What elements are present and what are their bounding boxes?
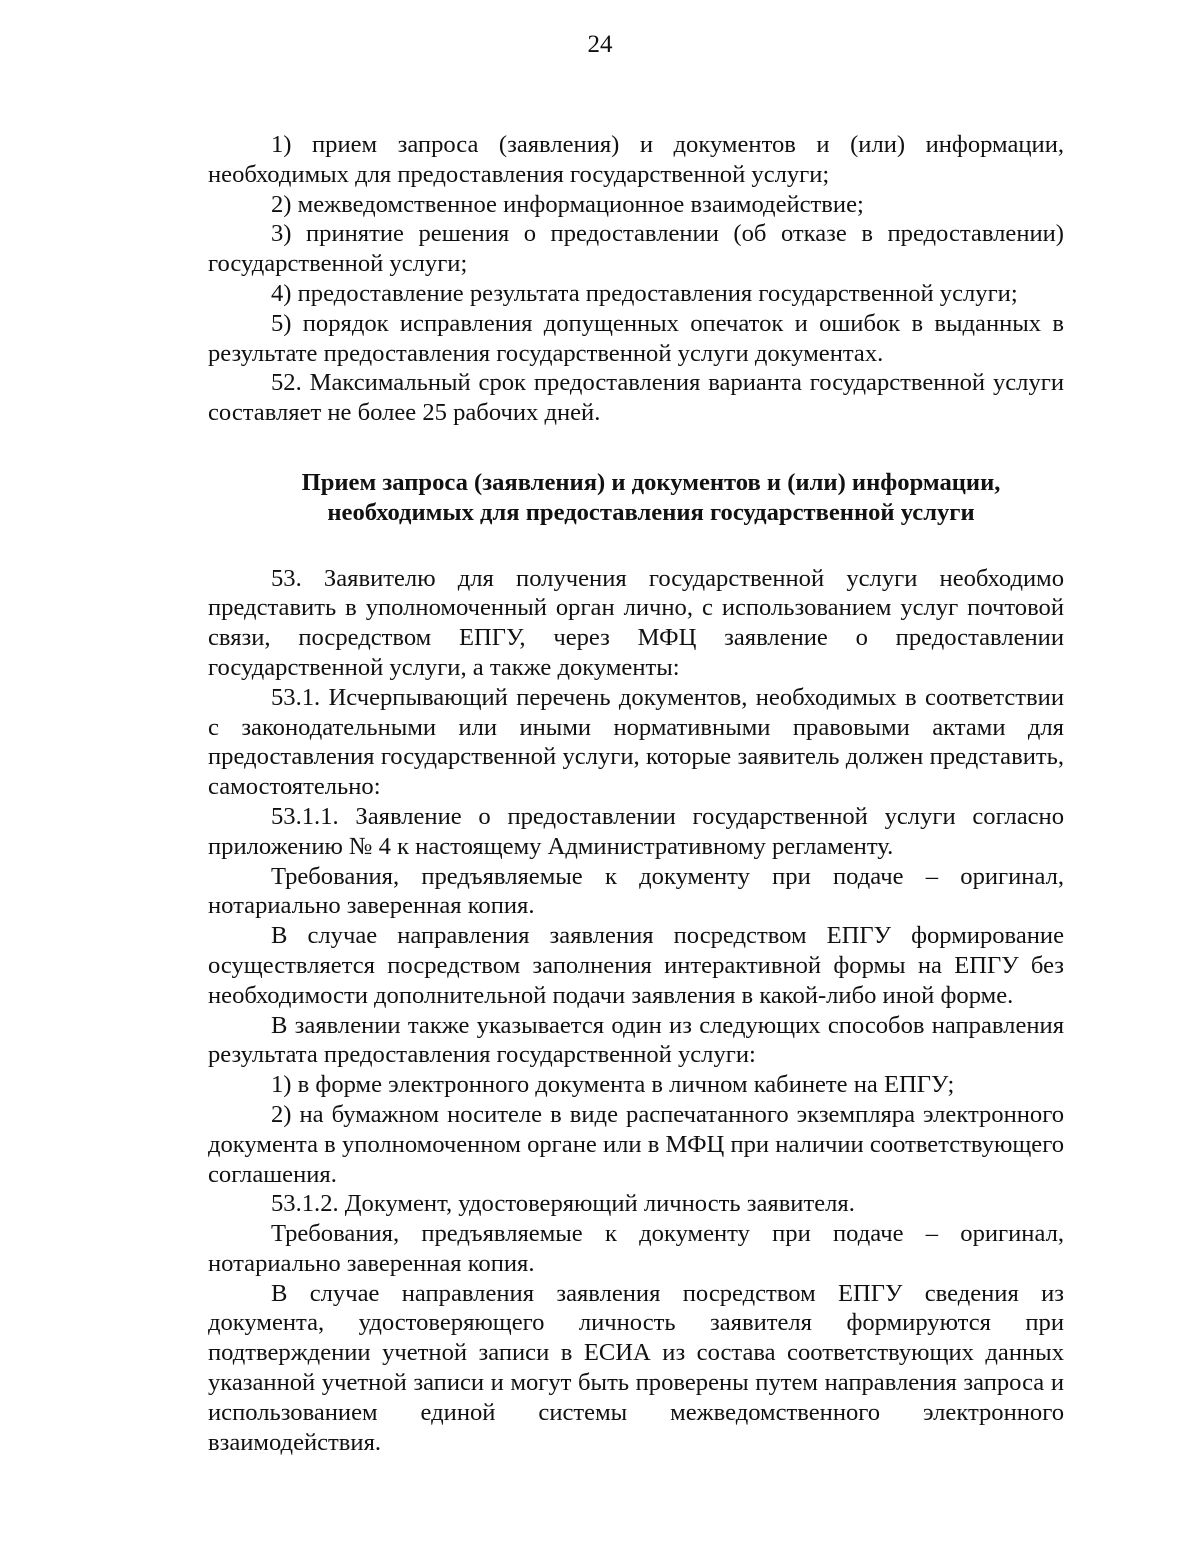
method-item-1: 1) в форме электронного документа в личном кабинете на ЕПГУ; bbox=[271, 1071, 955, 1099]
requirements-paragraph-2: Требования, предъявляемые к документу при подаче – оригинал, нотариально заверенная копия. bbox=[208, 1220, 1064, 1277]
requirements-paragraph: Требования, предъявляемые к документу при подаче – оригинал, нотариально заверенная копия. bbox=[208, 862, 1064, 920]
clause-52: 52. Максимальный срок предоставления варианта государственной услуги составляет не более 25 рабочих дней. bbox=[208, 369, 1064, 427]
list-item-4: 4) предоставление результата предоставления государственной услуги; bbox=[271, 279, 1018, 307]
clause-53: 53. Заявителю для получения государственной услуги необходимо представить в уполномоченный орган лично, с использованием услуг почтовой связи, посредством ЕПГУ, через МФЦ заявление о предоставлении государственной услуги, а также документы: bbox=[208, 564, 1064, 681]
list-item-2: 2) межведомственное информационное взаимодействие; bbox=[271, 190, 864, 218]
clause-53-1: 53.1. Исчерпывающий перечень документов, необходимых в соответствии с законодательными или иными нормативными правовыми актами для предоставления государственной услуги, которые заявитель должен представить, самостоятельно: bbox=[208, 683, 1064, 801]
list-item-3: 3) принятие решения о предоставлении (об отказе в предоставлении) государственной услуги; bbox=[208, 220, 1064, 278]
clause-53-1-1: 53.1.1. Заявление о предоставлении государственной услуги согласно приложению № 4 к настоящему Административному регламенту. bbox=[208, 802, 1064, 860]
section-heading bbox=[208, 468, 1064, 528]
epgu-paragraph: В случае направления заявления посредством ЕПГУ формирование осуществляется посредством заполнения интерактивной формы на ЕПГУ без необходимости дополнительной подачи заявления в какой-либо иной форме. bbox=[208, 922, 1064, 1009]
list-item-5: 5) порядок исправления допущенных опечаток и ошибок в выданных в результате предоставления государственной услуги документах. bbox=[208, 309, 1064, 367]
result-methods-paragraph: В заявлении также указывается один из следующих способов направления результата предоставления государственной услуги: bbox=[208, 1011, 1064, 1069]
esia-paragraph: В случае направления заявления посредством ЕПГУ сведения из документа, удостоверяющего личность заявителя формируются при подтверждении учетной записи в ЕСИА из состава соответствующих данных указанной учетной записи и могут быть проверены путем направления запроса и использованием единой системы межведомственного электронного взаимодействия. bbox=[208, 1279, 1064, 1456]
page-number: 24 bbox=[587, 31, 613, 58]
section-heading-line-1: Прием запроса (заявления) и документов и (или) информации, bbox=[301, 468, 1001, 496]
list-item-1: 1) прием запроса (заявления) и документов и (или) информации, необходимых для предоставления государственной услуги; bbox=[208, 131, 1064, 188]
method-item-2: 2) на бумажном носителе в виде распечатанного экземпляра электронного документа в уполномоченном органе или в МФЦ при наличии соответствующего соглашения. bbox=[208, 1100, 1064, 1188]
clause-53-1-2: 53.1.2. Документ, удостоверяющий личность заявителя. bbox=[271, 1190, 855, 1218]
document-body bbox=[208, 130, 1064, 1457]
section-heading-line-2: необходимых для предоставления государственной услуги bbox=[327, 498, 975, 526]
